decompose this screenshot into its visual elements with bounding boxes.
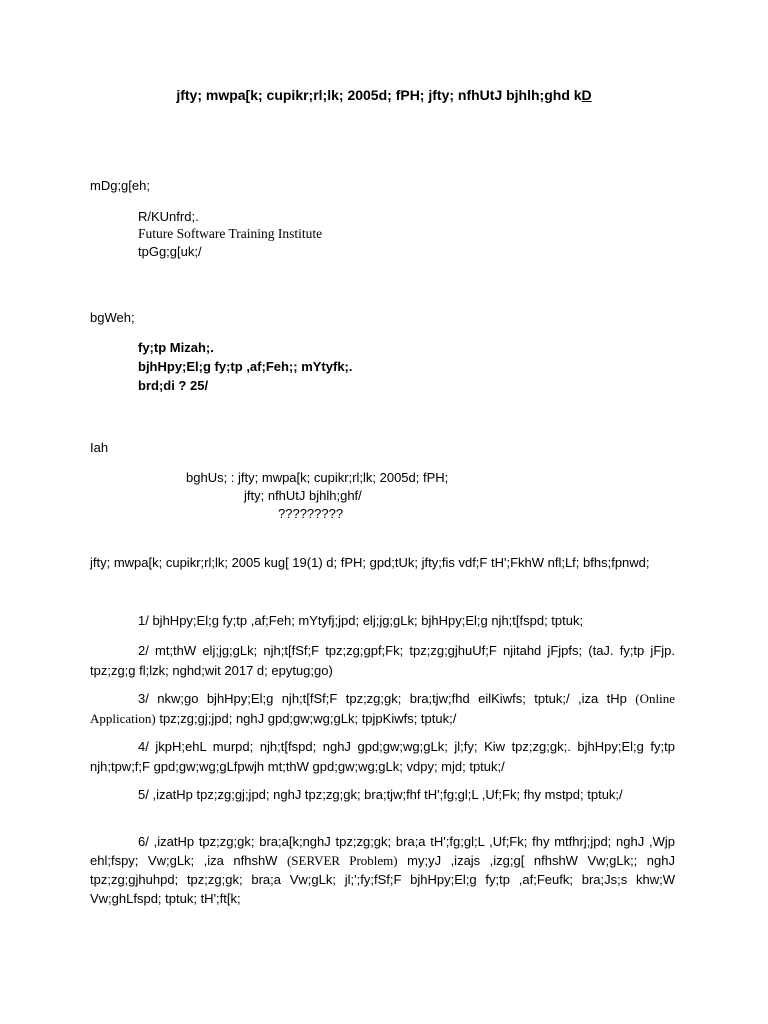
subject-line3: ????????? (278, 506, 344, 521)
to-line3: brd;di ? 25/ (138, 378, 209, 393)
from-place: tpGg;g[uk;/ (138, 244, 202, 259)
intro-paragraph: jfty; mwpa[k; cupikr;rl;lk; 2005 kug[ 19(1) d; fPH; gpd;tUk; jfty;fis vdf;F tH';FkhW nfl;Lf; bfhs;fpnwd; (90, 555, 650, 570)
letter-title-end: D (581, 87, 592, 103)
list-item-3-english: (Online Application) (90, 691, 675, 726)
list-item-5: 5/ ,izatHp tpz;zg;gj;jpd; nghJ tpz;zg;gk; bra;tjw;fhf tH';fg;gl;L ,Uf;Fk; fhy mstpd; tptuk;/ (138, 787, 623, 802)
to-label: bgWeh; (90, 310, 135, 325)
subject-line2: jfty; nfhUtJ bjhlh;ghf/ (244, 488, 362, 503)
from-label: mDg;g[eh; (90, 178, 150, 193)
list-item-2: 2/ mt;thW elj;jg;gLk; njh;t[fSf;F tpz;zg;gpf;Fk; tpz;zg;gjhuUf;F njitahd jFjpfs; (taJ. fy;tp jFjp. tpz;zg;g fl;lzk; nghd;wit 2017 d; epytug;go) (90, 643, 675, 678)
list-item-6 (90, 832, 675, 908)
list-item-3 (90, 689, 675, 729)
list-item-1: 1/ bjhHpy;El;g fy;tp ,af;Feh; mYtyfj;jpd; elj;jg;gLk; bjhHpy;El;g njh;t[fspd; tptuk; (138, 613, 584, 628)
from-name: R/KUnfrd;. (138, 209, 199, 224)
list-item-6-tail: my;yJ ,izajs ,izg;g[ nfhshW Vw;gLk;; nghJ tpz;zg;gjhuhpd; tpz;zg;gk; bra;a Vw;gLk; jl;';fy;fSf;F bjhHpy;El;g fy;tp ,af;Feufk; bra;Js;s khw;W Vw;ghLfspd; tptuk; tH';ft[k; (90, 853, 675, 906)
list-item-4: 4/ jkpH;ehL murpd; njh;t[fspd; nghJ gpd;gw;wg;gLk; jl;fy; Kiw tpz;zg;gk;. bjhHpy;El;g fy;tp njh;tpw;f;F gpd;gw;wg;gLfpwjh mt;thW gpd;gw;wg;gLk; vdpy; mjd; tptuk;/ (90, 739, 675, 774)
to-line1: fy;tp Mizah;. (138, 340, 214, 355)
list-item-6-english: (SERVER Problem) (286, 853, 398, 868)
salutation: Iah (90, 440, 109, 455)
list-item-6-text: 6/ ,izatHp tpz;zg;gk; bra;a[k;nghJ tpz;zg;gk; bra;a tH';fg;gl;L ,Uf;Fk; fhy mtfhrj;jpd; nghJ ,Wjp ehl;fspy; Vw;gLk; ,iza nfhshW (90, 834, 675, 868)
letter-title (0, 88, 768, 102)
to-line2: bjhHpy;El;g fy;tp ,af;Feh;; mYtyfk;. (138, 359, 353, 374)
letter-title-main: jfty; mwpa[k; cupikr;rl;lk; 2005d; fPH; jfty; nfhUtJ bjhlh;ghd k (176, 87, 582, 103)
subject-line1: bghUs; : jfty; mwpa[k; cupikr;rl;lk; 2005d; fPH; (186, 470, 449, 485)
list-item-3-text: 3/ nkw;go bjhHpy;El;g njh;t[fSf;F tpz;zg;gk; bra;tjw;fhd eilKiwfs; tptuk;/ ,iza tHp (138, 691, 627, 706)
from-org: Future Software Training Institute (138, 226, 323, 241)
list-item-3-tail: tpz;zg;gj;jpd; nghJ gpd;gw;wg;gLk; tpjpKiwfs; tptuk;/ (159, 711, 457, 726)
